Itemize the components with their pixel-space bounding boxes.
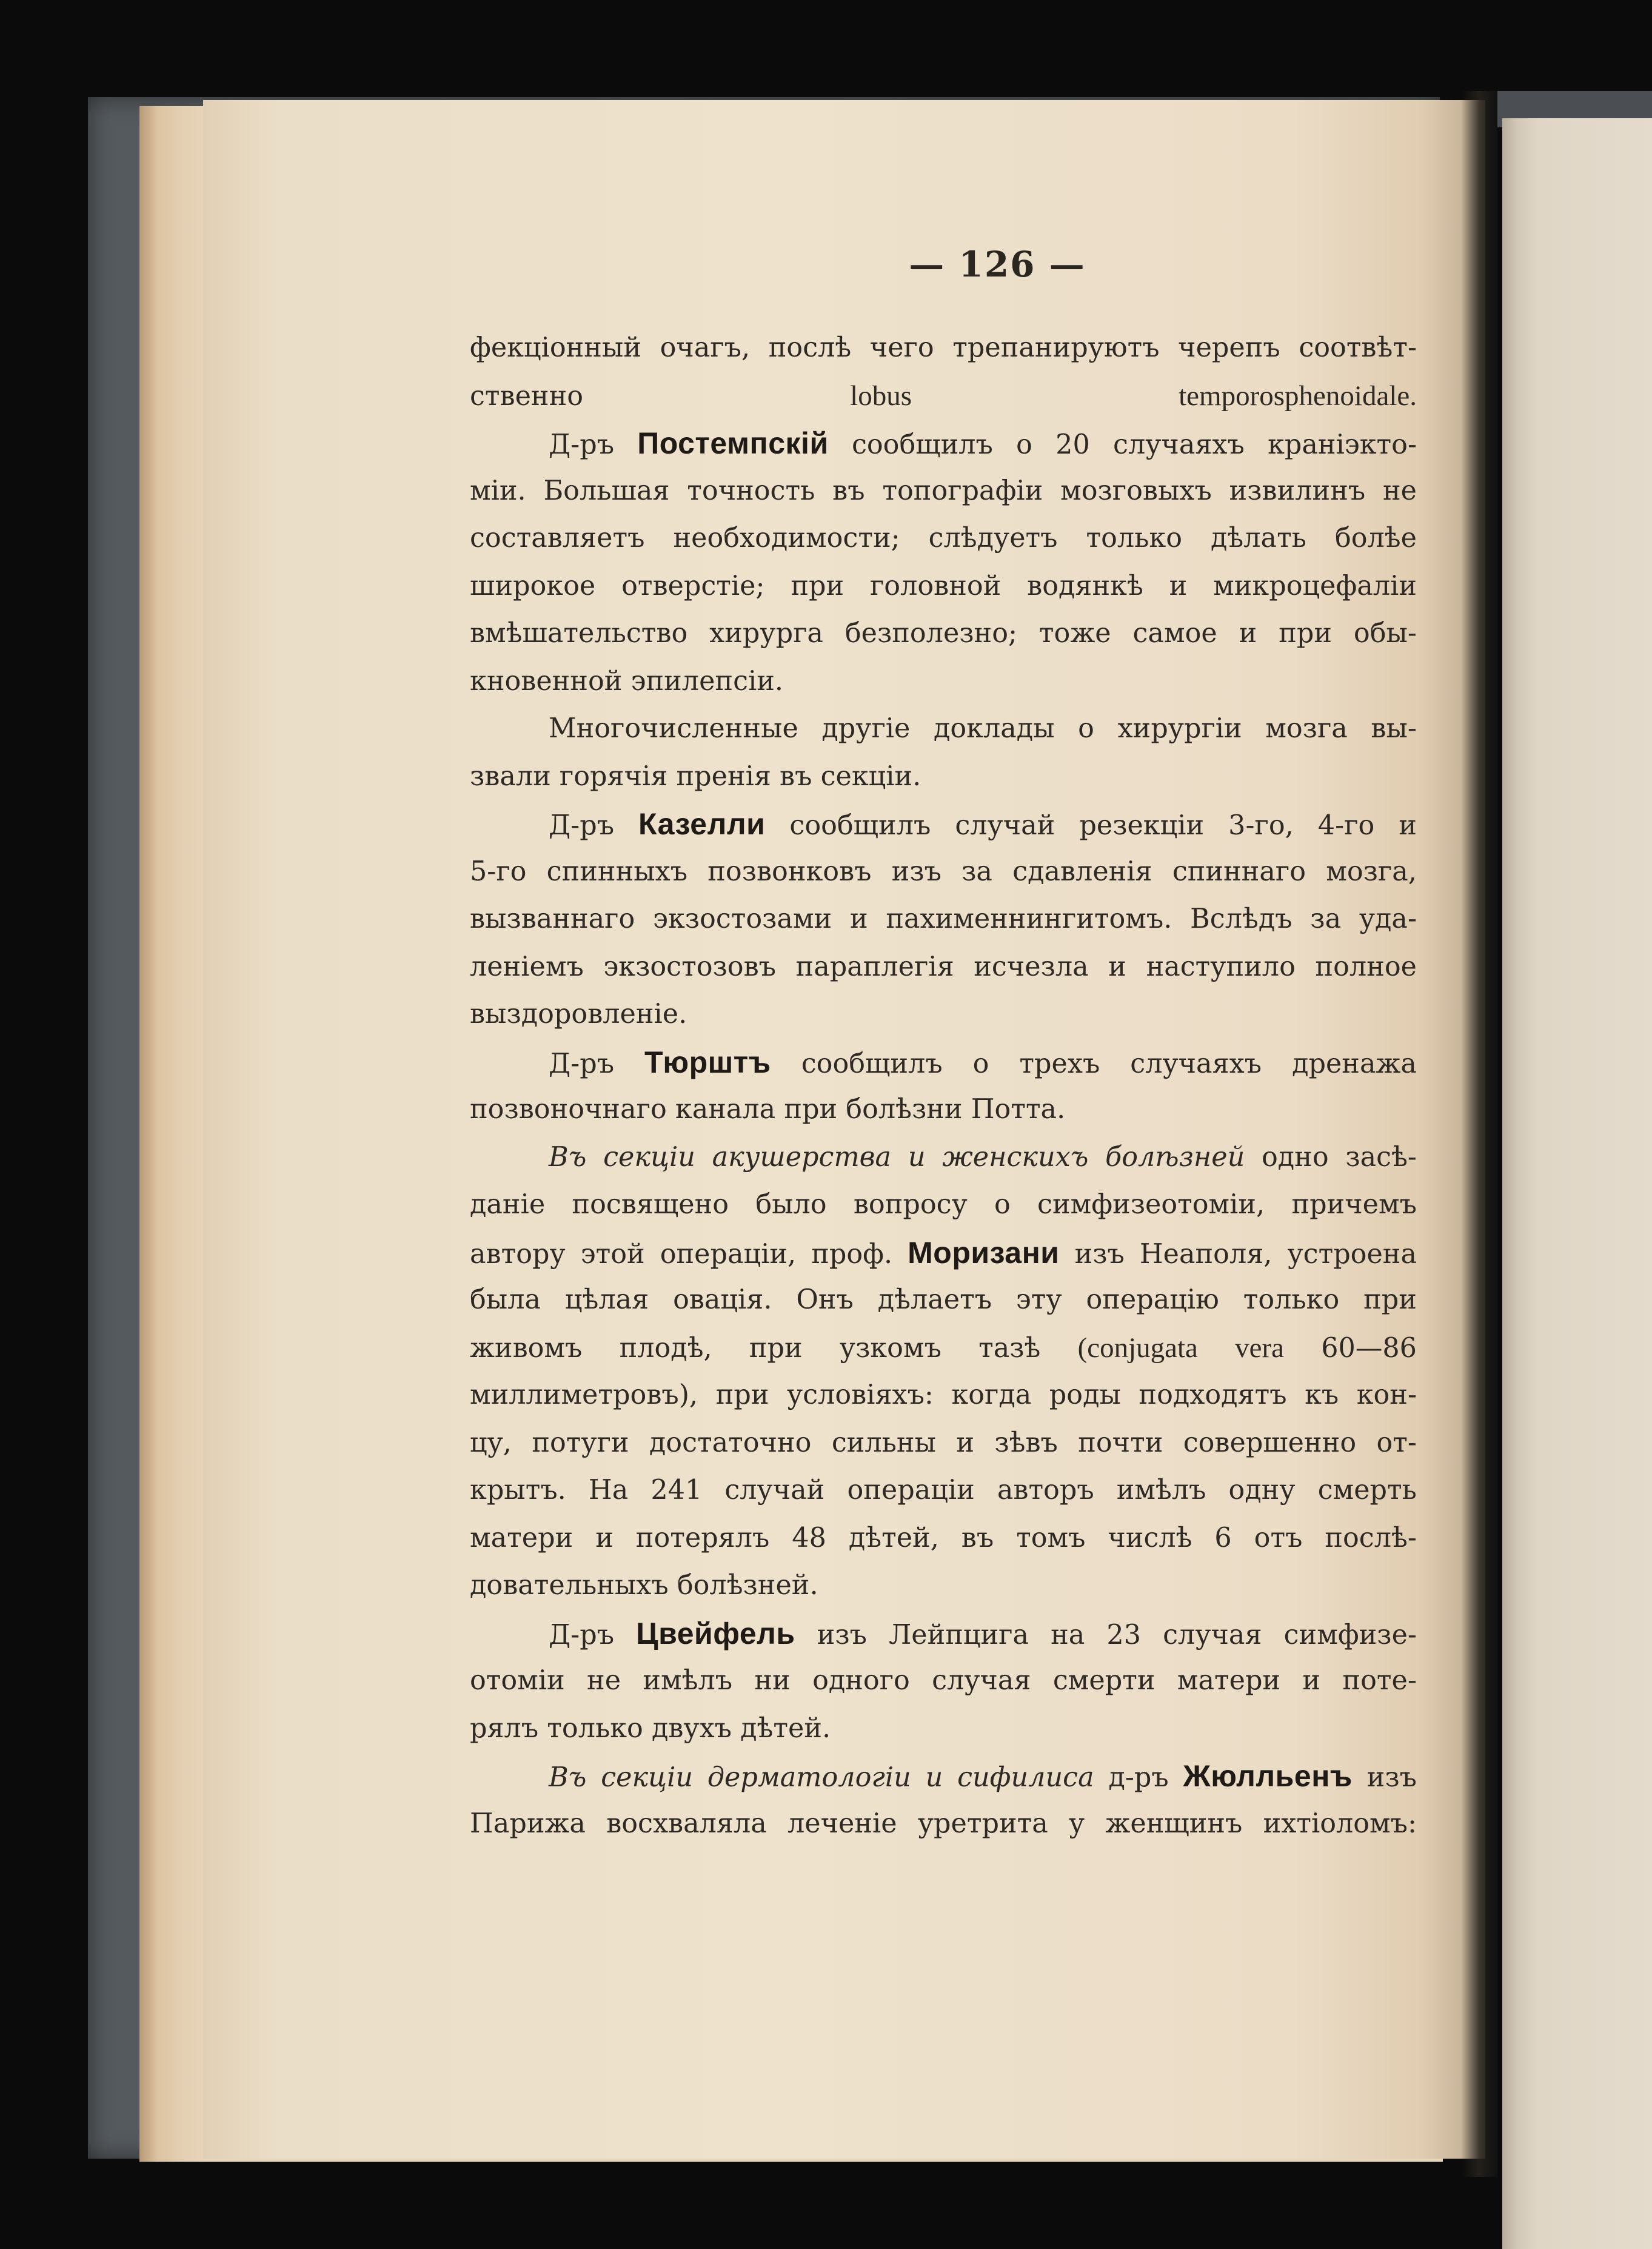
person-name: Казелли	[638, 807, 766, 841]
word: женщинъ	[1105, 1808, 1243, 1839]
word: обы-	[1353, 618, 1417, 649]
text-line-32	[470, 1800, 1417, 1848]
page-body-text	[470, 324, 1417, 1848]
word: отверстіе;	[621, 570, 765, 602]
word: изъ	[891, 856, 941, 887]
text-line-15	[470, 991, 1417, 1039]
word: составляетъ	[470, 523, 645, 554]
text-line-19	[470, 1181, 1417, 1229]
word: соотвѣт-	[1299, 332, 1417, 363]
doctor-prefix: Д-ръ	[549, 810, 615, 841]
word: безполезно;	[844, 618, 1017, 649]
word: головной	[869, 570, 1002, 602]
word: не	[1383, 475, 1417, 506]
word: операціи	[847, 1475, 975, 1506]
word: 60—86	[1321, 1332, 1417, 1364]
doctor-prefix: Д-ръ	[549, 1619, 615, 1651]
word: мозга	[1265, 713, 1348, 744]
word: и	[1239, 618, 1257, 649]
book-gutter	[1461, 91, 1497, 2177]
word: узкомъ	[839, 1332, 941, 1364]
word: за	[1310, 903, 1342, 934]
word: сильны	[831, 1427, 936, 1458]
word: необходимости;	[673, 523, 900, 554]
word: въ	[832, 475, 865, 506]
text-line-29	[470, 1657, 1417, 1705]
word: случаяхъ	[1130, 1048, 1262, 1079]
word: сообщилъ	[801, 1048, 943, 1079]
word: и	[956, 1427, 974, 1458]
word: потуги	[532, 1427, 629, 1458]
word: тоже	[1038, 618, 1111, 649]
word: извилинъ	[1229, 475, 1366, 506]
word: послѣ-	[1325, 1522, 1417, 1554]
word: трепанируютъ	[952, 332, 1160, 363]
word: случай	[955, 810, 1055, 841]
text-line-7	[470, 610, 1417, 658]
text-line-2	[470, 372, 1417, 420]
word: дренажа	[1292, 1048, 1417, 1079]
word: 6	[1214, 1522, 1232, 1554]
person-name: Тюрштъ	[644, 1045, 771, 1079]
text-line-28	[470, 1610, 1417, 1658]
word: пахименнингитомъ.	[886, 903, 1172, 934]
word: міи.	[470, 475, 526, 506]
word: изъ	[1366, 1762, 1417, 1793]
word: на	[1051, 1619, 1085, 1651]
word: устроена	[1287, 1238, 1417, 1270]
word: Лейпцига	[889, 1619, 1029, 1651]
person-name: Жюлльенъ	[1183, 1759, 1353, 1793]
word: случая	[932, 1665, 1031, 1696]
word: экзостозовъ	[603, 951, 776, 982]
word: мозга,	[1326, 856, 1417, 887]
word: наступило	[1146, 951, 1296, 982]
word: На	[588, 1475, 629, 1506]
word: болѣе	[1334, 523, 1417, 554]
word: хирургіи	[1117, 713, 1242, 744]
word: миллиметровъ),	[470, 1379, 698, 1410]
word: при	[715, 1379, 769, 1410]
word: уретрита	[917, 1808, 1048, 1839]
word: смерти	[1052, 1665, 1155, 1696]
word: резекціи	[1079, 810, 1205, 841]
text-line-22	[470, 1324, 1417, 1372]
word: одну	[1228, 1475, 1296, 1506]
page-number: — 126 —	[909, 244, 1086, 285]
word: и	[1399, 810, 1417, 841]
word: очагъ,	[660, 332, 751, 363]
word: леніемъ	[470, 951, 584, 982]
doctor-prefix: Д-ръ	[549, 429, 615, 460]
word: о	[1078, 713, 1094, 744]
italic-section-title-word: и	[908, 1141, 926, 1173]
word: Большая	[543, 475, 670, 506]
text-line-8	[470, 658, 1417, 706]
word: и	[1302, 1665, 1321, 1696]
word: сообщилъ	[851, 429, 993, 460]
word: причемъ	[1291, 1189, 1417, 1220]
word: числѣ	[1108, 1522, 1192, 1554]
word: матери	[1177, 1665, 1281, 1696]
word: и	[595, 1522, 614, 1554]
word: о	[972, 1048, 989, 1079]
text-line-23	[470, 1372, 1417, 1419]
person-name: Моризани	[908, 1235, 1060, 1270]
word: роды	[1049, 1379, 1121, 1410]
word: случая	[1163, 1619, 1262, 1651]
word: потерялъ	[635, 1522, 770, 1554]
word: при	[749, 1332, 803, 1364]
word: слѣдуетъ	[928, 523, 1058, 554]
italic-section-title-word: и	[925, 1762, 943, 1793]
italic-section-title-word: дерматологіи	[707, 1762, 911, 1793]
word: случай	[724, 1475, 825, 1506]
italic-section-title-word: Въ	[549, 1141, 587, 1173]
word: имѣлъ	[1116, 1475, 1206, 1506]
text-line-12	[470, 848, 1417, 896]
italic-section-title-word: секціи	[601, 1762, 693, 1793]
word: при	[791, 570, 844, 602]
word: одного	[812, 1665, 910, 1696]
text-line-6	[470, 563, 1417, 611]
word: овація.	[673, 1284, 772, 1315]
word: даніе	[470, 1189, 546, 1220]
word: къ	[1305, 1379, 1339, 1410]
italic-section-title-word: болѣзней	[1105, 1141, 1245, 1173]
word: этой	[580, 1238, 645, 1270]
word: эту	[1015, 1284, 1062, 1315]
word: проф.	[811, 1238, 893, 1270]
word: 4-го	[1317, 810, 1375, 841]
word: 5-го	[470, 856, 527, 887]
word: мозговыхъ	[1060, 475, 1212, 506]
word: 241	[650, 1475, 703, 1506]
text-line-1	[470, 324, 1417, 372]
word: вмѣшательство	[470, 618, 688, 649]
word: позвонковъ	[707, 856, 872, 887]
word: vera	[1235, 1332, 1284, 1364]
word: Многочисленные	[549, 713, 798, 744]
word: операцію	[1086, 1284, 1219, 1315]
word: и	[1169, 570, 1188, 602]
italic-section-title-word: сифилиса	[957, 1762, 1094, 1793]
text-line-16	[470, 1039, 1417, 1087]
text-line-18	[470, 1134, 1417, 1182]
word: въ	[961, 1522, 994, 1554]
word: ни	[754, 1665, 791, 1696]
word: дѣтей,	[848, 1522, 939, 1554]
italic-section-title-word: женскихъ	[942, 1141, 1089, 1173]
text-line-30	[470, 1705, 1417, 1753]
word: точность	[687, 475, 815, 506]
right-page	[1502, 118, 1652, 2249]
word: совершенно	[1183, 1427, 1357, 1458]
word: почти	[1078, 1427, 1163, 1458]
word: вы-	[1371, 713, 1417, 744]
word: экзостозами	[653, 903, 832, 934]
word: матери	[470, 1522, 574, 1554]
word: ственно	[470, 380, 584, 412]
text-line-21	[470, 1276, 1417, 1324]
doctor-prefix: Д-ръ	[549, 1048, 615, 1079]
word: изъ	[817, 1619, 867, 1651]
word: операціи,	[660, 1238, 797, 1270]
word: цу,	[470, 1427, 512, 1458]
word: трехъ	[1019, 1048, 1100, 1079]
word: хирурга	[709, 618, 823, 649]
word: изъ	[1074, 1238, 1125, 1270]
word: другіе	[821, 713, 911, 744]
word: было	[755, 1189, 827, 1220]
italic-section-title-word: акушерства	[712, 1141, 892, 1173]
word: краніэкто-	[1268, 429, 1417, 460]
word: автору	[470, 1238, 566, 1270]
word: достаточно	[649, 1427, 812, 1458]
word: ихтіоломъ:	[1263, 1808, 1417, 1839]
word: 23	[1106, 1619, 1142, 1651]
word: симфизеотоміи,	[1037, 1189, 1265, 1220]
word: Вслѣдъ	[1190, 903, 1293, 934]
line-text: кновенной эпилепсіи.	[470, 665, 784, 697]
line-text: рялъ только двухъ дѣтей.	[470, 1712, 831, 1744]
text-line-14	[470, 944, 1417, 991]
word: параплегія	[795, 951, 954, 982]
word: была	[470, 1284, 541, 1315]
word: только	[1086, 523, 1183, 554]
word: не	[587, 1665, 621, 1696]
word: цѣлая	[564, 1284, 649, 1315]
text-line-10	[470, 753, 1417, 801]
word: только	[1243, 1284, 1340, 1315]
word: восхваляла	[606, 1808, 767, 1839]
text-line-25	[470, 1467, 1417, 1515]
word: полное	[1315, 951, 1417, 982]
word: 48	[792, 1522, 826, 1554]
word: и	[1108, 951, 1126, 982]
word: плодѣ,	[619, 1332, 712, 1364]
word: доклады	[933, 713, 1055, 744]
text-line-4	[470, 468, 1417, 515]
word: черепъ	[1178, 332, 1280, 363]
word: микроцефаліи	[1213, 570, 1417, 602]
word: когда	[951, 1379, 1032, 1410]
word: 20	[1055, 429, 1090, 460]
word: имѣлъ	[643, 1665, 733, 1696]
word: посвящено	[572, 1189, 729, 1220]
word: подходятъ	[1139, 1379, 1287, 1410]
person-name: Постемпскій	[637, 426, 829, 460]
word: симфизе-	[1283, 1619, 1417, 1651]
word: вызваннаго	[470, 903, 635, 934]
word: о	[1016, 429, 1032, 460]
person-name: Цвейфель	[636, 1616, 795, 1651]
text-line-13	[470, 896, 1417, 944]
word: Неаполя,	[1139, 1238, 1272, 1270]
word: кон-	[1356, 1379, 1417, 1410]
word: исчезла	[974, 951, 1089, 982]
word: вопросу	[853, 1189, 968, 1220]
word: спиннаго	[1172, 856, 1306, 887]
word: (conjugata	[1077, 1332, 1198, 1364]
word: одно	[1261, 1141, 1329, 1173]
text-line-24	[470, 1419, 1417, 1467]
word: широкое	[470, 570, 596, 602]
italic-section-title-word: секціи	[603, 1141, 695, 1173]
word: сообщилъ	[789, 810, 931, 841]
word: зѣвъ	[994, 1427, 1058, 1458]
word: томъ	[1016, 1522, 1086, 1554]
text-line-11	[470, 800, 1417, 848]
text-line-9	[470, 705, 1417, 753]
word: засѣ-	[1345, 1141, 1417, 1173]
word: Парижа	[470, 1808, 586, 1839]
word: фекціонный	[470, 332, 642, 363]
word: и	[849, 903, 868, 934]
word: дѣлать	[1211, 523, 1306, 554]
text-line-20	[470, 1229, 1417, 1277]
word: 3-го,	[1228, 810, 1294, 841]
word: случаяхъ	[1113, 429, 1245, 460]
text-line-17	[470, 1086, 1417, 1134]
line-text: звали горячія пренія въ секціи.	[470, 760, 921, 792]
line-text: довательныхъ болѣзней.	[470, 1570, 818, 1601]
word: за	[961, 856, 992, 887]
word: тазѣ	[978, 1332, 1041, 1364]
doctor-prefix: д-ръ	[1108, 1762, 1169, 1793]
word: lobus	[850, 380, 912, 412]
line-text: позвоночнаго канала при болѣзни Потта.	[470, 1094, 1066, 1125]
word: леченіе	[788, 1808, 897, 1839]
text-line-31	[470, 1752, 1417, 1800]
text-line-3	[470, 420, 1417, 468]
word: чего	[869, 332, 934, 363]
word: самое	[1132, 618, 1217, 649]
word: дѣлаетъ	[877, 1284, 992, 1315]
word: топографіи	[882, 475, 1043, 506]
word: при	[1279, 618, 1332, 649]
word: спинныхъ	[546, 856, 688, 887]
word: живомъ	[470, 1332, 583, 1364]
word: водянкѣ	[1027, 570, 1143, 602]
word: поте-	[1342, 1665, 1417, 1696]
word: у	[1069, 1808, 1085, 1839]
text-line-26	[470, 1515, 1417, 1563]
text-line-27	[470, 1562, 1417, 1610]
italic-section-title-word: Въ	[549, 1762, 587, 1793]
word: смерть	[1317, 1475, 1417, 1506]
word: условіяхъ:	[787, 1379, 934, 1410]
word: от-	[1376, 1427, 1417, 1458]
word: отъ	[1254, 1522, 1303, 1554]
word: temporosphenoidale.	[1179, 380, 1417, 412]
word: авторъ	[997, 1475, 1094, 1506]
word: при	[1363, 1284, 1417, 1315]
line-text: выздоровленіе.	[470, 999, 687, 1030]
word: послѣ	[768, 332, 852, 363]
word: Онъ	[796, 1284, 854, 1315]
word: о	[994, 1189, 1011, 1220]
word: крытъ.	[470, 1475, 566, 1506]
word: уда-	[1359, 903, 1417, 934]
text-line-5	[470, 515, 1417, 563]
word: отоміи	[470, 1665, 565, 1696]
word: сдавленія	[1012, 856, 1152, 887]
